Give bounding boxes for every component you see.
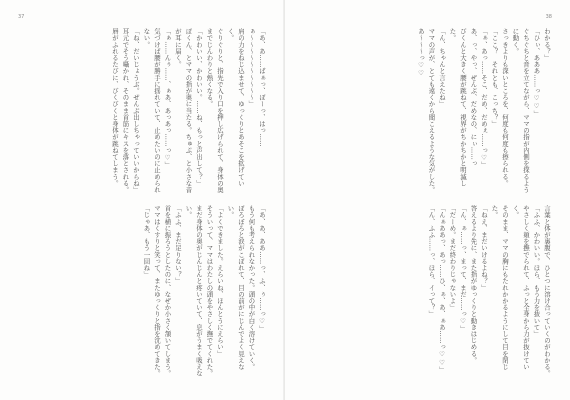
text-line: 「あ、あ……ばぁっ、ぼーっ、はっ……ぁ〜〜〜〜〜〜〜〜〜〜」 [247, 28, 266, 147]
text-line: そういって、ママはわたしの頭をやさしく撫でてくれた。 [205, 205, 214, 377]
text-line: 「かわいい、かわいい。……ね、もっと声出して？」 [195, 28, 203, 187]
text-line: 言葉と体が裏腹で、ひとつに溶け合っていくのがわかる。 [543, 205, 551, 377]
text-line: 「ねえ、まだいけるよね？」 [480, 205, 488, 291]
text-line: 「んぁああっ、あっ……ひ、ぁ、あ、ぁあ……っ♡♡」 [438, 205, 446, 374]
text-line: 「ん、ぁ……っ、まって、まだ……っ♡」 [459, 205, 467, 332]
text-line: ママの声が、とても遠くから聞こえるような気がした。 [427, 28, 436, 193]
right-lower-text-block [302, 205, 552, 383]
text-line: 「じゃあ、もう一回ね」 [142, 205, 151, 278]
text-line: 肩の力をねじ込ませて、ゆっくりとあそこを拡げていく。 [226, 28, 245, 187]
text-line: 「ぁ……んぅ……、ぁあ、あっあっ……っ♡」 [163, 28, 172, 169]
text-line: もう何も考えられなかった。頭の中が白く溶けていく。 [247, 205, 256, 370]
text-line: 「ね、だいじょうぶ。ぜんぶ出しちゃっていいからね」 [132, 28, 140, 193]
page-number: 37 [18, 14, 25, 20]
text-line: ぐちぐちと音を立てながら、ママの指が内側を探るように動く。 [511, 28, 530, 193]
text-line: あ〜〜〜っ♡♡ [417, 28, 425, 78]
text-line: 答えるより先に、また指がゆっくりと動きはじめる。 [469, 205, 478, 364]
text-line: 「ん、ふふ……っ、ほら、イって？」 [427, 205, 436, 318]
text-line: わかる？」 [543, 28, 551, 61]
right-upper-text-block [302, 28, 552, 198]
left-lower-text-block [15, 205, 267, 383]
text-line: 気づけば腰が勝手に揺れていて、止めたいのに止められない。 [142, 28, 161, 193]
text-line: びくんと大きく腰が跳ねて、視界がちかちかと明滅した。 [448, 28, 467, 187]
text-line: 耳元でそう囁かれ、そのまま首筋にキスを落とされる。 [121, 28, 130, 193]
text-line: ぼろぼろと涙がこぼれて、目の前がにじんでよく見えない。 [226, 205, 245, 370]
right-page [285, 0, 570, 400]
text-line: 「ふふ、まだ足りない？」 [174, 205, 182, 285]
page-number: 38 [545, 14, 552, 20]
text-line: 「だーめ。まだ終わりじゃないよ」 [448, 205, 457, 311]
text-line: ぼくん、とママの指が奥に当たる。ちゅぷ、と小さな音が耳に届く。 [174, 28, 193, 193]
text-line: 「ぁ、あっ……そこ、だめ、だめぇ……っ♡」 [480, 28, 488, 169]
text-line: 唇がふれるたびに、びくびくと身体が跳ねてしまう。 [111, 28, 119, 187]
text-line: 「ここ？ それとも、こっち？」 [490, 28, 499, 127]
text-line: 「ふふ、かわいい。ほら、もう力を抜いて」 [532, 205, 541, 337]
text-line: 「あ、あ、ああ……っ、ふ、ぅ……っ♡」 [258, 205, 266, 332]
text-line: 「ん、ちゃんと言えたね」 [438, 28, 446, 108]
text-line: さっきよりも深いところを、何度も何度も擦られる。 [501, 28, 509, 187]
left-upper-text-block [15, 28, 267, 198]
text-line: 「よくできました。えらいね、ほんとうにえらい」 [216, 205, 224, 357]
text-line: やさしく頬を撫でられて、ふっと全身から力が抜けていく。 [511, 205, 530, 370]
text-line: まだ身体の奥がじんじんと疼いていて、息がうまく吸えない。 [184, 205, 203, 377]
text-line: ぐりぐりと、指先で入り口を押し広げられて、身体の奥までじんわりと熱くなる。 [205, 28, 224, 193]
text-line: あ、っ、やっ、ぜんぶ、だめなの、にぃ……っ [469, 28, 478, 167]
text-line: ママはくすりと笑って、またゆっくりと指を沈めてきた。 [153, 205, 161, 377]
text-line: 「ひぃ、あああ……っ♡♡」 [532, 28, 541, 117]
text-line: 首を横に振ろうとしたのに、なぜか小さく頷いてしまう。 [163, 205, 172, 377]
text-line: そのまま、ママの胸にもたれかかるようにして目を閉じた。 [490, 205, 509, 370]
